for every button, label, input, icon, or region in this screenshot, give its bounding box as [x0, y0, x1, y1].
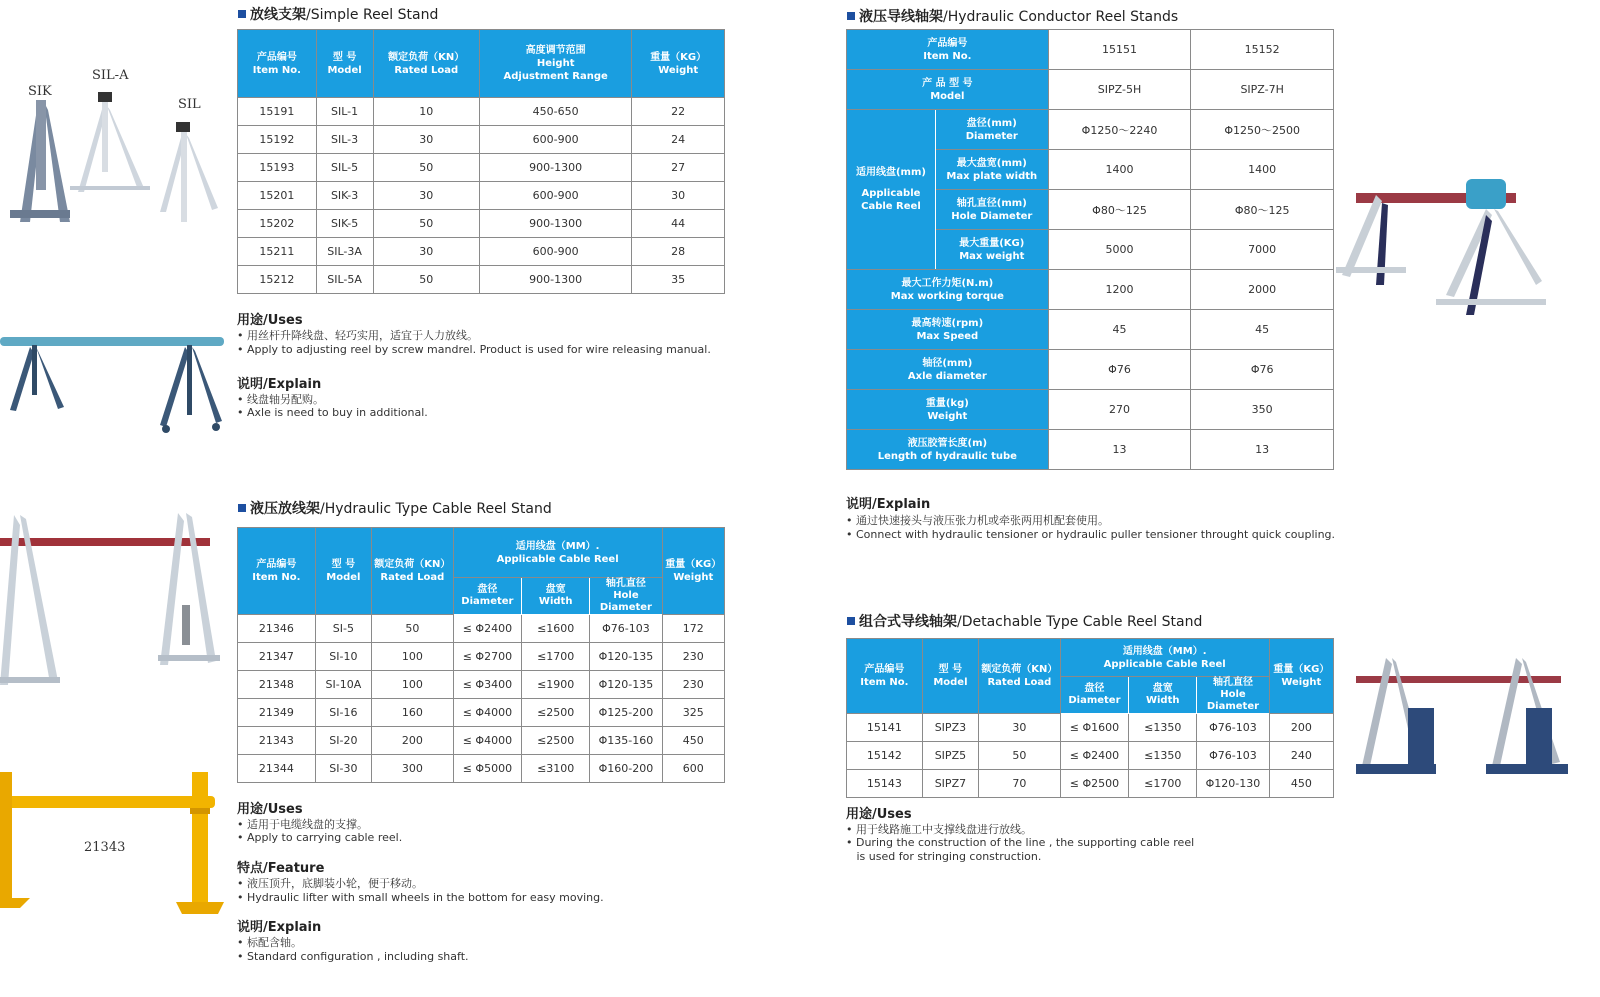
header-width: 盘宽 Width: [1129, 677, 1197, 714]
row-label: 液压胶管长度(m) Length of hydraulic tube: [847, 430, 1049, 470]
table-cell: 13: [1191, 430, 1334, 470]
table-cell: 240: [1269, 742, 1333, 770]
table-cell: 100: [372, 671, 454, 699]
table-cell: 15142: [847, 742, 923, 770]
table-cell: 600-900: [479, 182, 631, 210]
table-cell: 600-900: [479, 126, 631, 154]
table-cell: 325: [662, 699, 724, 727]
detachable-stand-photo: [1356, 648, 1568, 783]
conductor-explain-title: 说明/Explain: [846, 497, 931, 512]
table-cell: 230: [662, 643, 724, 671]
table-cell: 24: [632, 126, 725, 154]
table-row: [238, 210, 725, 238]
header-weight: 重量（KG） Weight: [662, 528, 724, 615]
header-height-range: 高度调节范围 Height Adjustment Range: [479, 30, 631, 98]
table-cell: 1200: [1048, 270, 1191, 310]
hydraulic-feature-cn: • 液压顶升，底脚装小轮，便于移动。: [237, 877, 423, 890]
table-cell: 350: [1191, 390, 1334, 430]
cell-model-1: SIPZ-5H: [1048, 70, 1191, 110]
hydraulic-feature-en: • Hydraulic lifter with small wheels in the bottom for easy moving.: [237, 891, 604, 904]
title-square-icon: [847, 617, 855, 625]
row-label-diameter: 盘径(mm) Diameter: [935, 110, 1048, 150]
table-cell: SI-16: [315, 699, 371, 727]
table-cell: 27: [632, 154, 725, 182]
hydraulic-reel-stand-title: 液压放线架/Hydraulic Type Cable Reel Stand: [238, 498, 552, 518]
table-cell: 450: [662, 727, 724, 755]
simple-uses-title: 用途/Uses: [237, 313, 303, 328]
photo-label-21343: 21343: [84, 840, 126, 855]
table-cell: ≤2500: [522, 727, 590, 755]
table-cell: 900-1300: [479, 210, 631, 238]
table-cell: SI-10: [315, 643, 371, 671]
hydraulic-uses-en: • Apply to carrying cable reel.: [237, 831, 403, 844]
hydraulic-stand-photo: [0, 505, 225, 690]
table-row: [238, 154, 725, 182]
cell-item-2: 15152: [1191, 30, 1334, 70]
row-label-max-plate-width: 最大盘宽(mm) Max plate width: [935, 150, 1048, 190]
table-cell: 22: [632, 98, 725, 126]
table-cell: ≤3100: [522, 755, 590, 783]
table-row: [238, 266, 725, 294]
sil-label: SIL: [178, 97, 201, 112]
table-cell: 50: [372, 615, 454, 643]
table-cell: ≤1700: [522, 643, 590, 671]
table-cell: 900-1300: [479, 154, 631, 182]
detachable-uses-title: 用途/Uses: [846, 807, 912, 822]
cell-hole-2: Φ80～125: [1191, 190, 1334, 230]
table-cell: 15202: [238, 210, 317, 238]
header-model: 型 号 Model: [316, 30, 373, 98]
cell-item-1: 15151: [1048, 30, 1191, 70]
hydraulic-uses-cn: • 适用于电缆线盘的支撑。: [237, 818, 368, 831]
table-row: [847, 350, 1334, 390]
table-cell: SI-30: [315, 755, 371, 783]
header-item-no: 产品编号 Item No.: [238, 528, 316, 615]
table-cell: Φ120-135: [590, 671, 662, 699]
simple-explain-en: • Axle is need to buy in additional.: [237, 406, 428, 419]
hydraulic-explain-en: • Standard configuration , including shaft.: [237, 950, 469, 963]
simple-explain-title: 说明/Explain: [237, 377, 322, 392]
row-label-model: 产 品 型 号 Model: [847, 70, 1049, 110]
cell-model-2: SIPZ-7H: [1191, 70, 1334, 110]
table-cell: 2000: [1191, 270, 1334, 310]
table-cell: 10: [373, 98, 479, 126]
table-row: [238, 126, 725, 154]
table-cell: 21346: [238, 615, 316, 643]
table-cell: 200: [372, 727, 454, 755]
table-cell: 13: [1048, 430, 1191, 470]
table-cell: SIL-5: [316, 154, 373, 182]
table-row: [238, 699, 725, 727]
table-cell: 30: [373, 126, 479, 154]
sik-label: SIK: [28, 84, 52, 99]
header-model: 型 号 Model: [922, 639, 978, 714]
table-cell: 21343: [238, 727, 316, 755]
table-row: [238, 182, 725, 210]
detachable-uses-cn: • 用于线路施工中支撑线盘进行放线。: [846, 823, 1032, 836]
header-model: 型 号 Model: [315, 528, 371, 615]
header-applicable-reel: 适用线盘（MM）. Applicable Cable Reel: [453, 528, 662, 578]
conductor-explain-en: • Connect with hydraulic tensioner or hydraulic puller tensioner throught quick coupling.: [846, 528, 1336, 541]
table-cell: ≤1700: [1129, 770, 1197, 798]
sil-a-label: SIL-A: [92, 68, 129, 83]
table-cell: ≤ Φ2500: [1060, 770, 1129, 798]
table-cell: 15211: [238, 238, 317, 266]
table-cell: ≤ Φ5000: [453, 755, 522, 783]
header-item-no: 产品编号 Item No.: [238, 30, 317, 98]
table-cell: ≤1350: [1129, 714, 1197, 742]
cell-max-weight-2: 7000: [1191, 230, 1334, 270]
table-row: [238, 98, 725, 126]
header-hole-diameter: 轴孔直径 Hole Diameter: [590, 578, 662, 615]
table-cell: Φ120-135: [590, 643, 662, 671]
table-cell: SIK-3: [316, 182, 373, 210]
table-cell: SIL-3: [316, 126, 373, 154]
table-cell: Φ76: [1191, 350, 1334, 390]
table-cell: 21349: [238, 699, 316, 727]
table-cell: 15191: [238, 98, 317, 126]
table-cell: 600-900: [479, 238, 631, 266]
cell-plate-width-2: 1400: [1191, 150, 1334, 190]
hydraulic-conductor-title: 液压导线轴架/Hydraulic Conductor Reel Stands: [847, 6, 1178, 26]
table-cell: Φ76-103: [590, 615, 662, 643]
row-label: 最高转速(rpm) Max Speed: [847, 310, 1049, 350]
header-applicable-reel: 适用线盘（MM）. Applicable Cable Reel: [1060, 639, 1269, 677]
table-cell: 45: [1191, 310, 1334, 350]
table-row: [847, 430, 1334, 470]
detachable-uses-en-1: • During the construction of the line , the supporting cable reel: [846, 836, 1195, 849]
table-cell: 15143: [847, 770, 923, 798]
row-label: 轴径(mm) Axle diameter: [847, 350, 1049, 390]
table-cell: ≤ Φ2400: [1060, 742, 1129, 770]
table-cell: 44: [632, 210, 725, 238]
table-cell: 160: [372, 699, 454, 727]
table-cell: 45: [1048, 310, 1191, 350]
table-cell: ≤1350: [1129, 742, 1197, 770]
table-cell: Φ120-130: [1197, 770, 1269, 798]
table-row: [238, 671, 725, 699]
simple-reel-stand-table: [237, 29, 725, 294]
table-cell: SI-10A: [315, 671, 371, 699]
table-cell: Φ160-200: [590, 755, 662, 783]
header-diameter: 盘径 Diameter: [1060, 677, 1129, 714]
table-row: [847, 770, 1334, 798]
table-cell: SIPZ3: [922, 714, 978, 742]
table-cell: 15192: [238, 126, 317, 154]
header-diameter: 盘径 Diameter: [453, 578, 522, 615]
row-label: 重量(kg) Weight: [847, 390, 1049, 430]
table-cell: 300: [372, 755, 454, 783]
hydraulic-conductor-table: [846, 29, 1334, 470]
table-row: [238, 238, 725, 266]
table-cell: 450: [1269, 770, 1333, 798]
table-cell: SIPZ7: [922, 770, 978, 798]
table-cell: 15201: [238, 182, 317, 210]
header-rated-load: 额定负荷（KN） Rated Load: [373, 30, 479, 98]
group-label-applicable-reel: 适用线盘(mm) Applicable Cable Reel: [847, 110, 936, 270]
table-cell: 270: [1048, 390, 1191, 430]
row-label-hole-diameter: 轴孔直径(mm) Hole Diameter: [935, 190, 1048, 230]
table-cell: 450-650: [479, 98, 631, 126]
table-cell: 200: [1269, 714, 1333, 742]
table-cell: SIL-5A: [316, 266, 373, 294]
hydraulic-uses-title: 用途/Uses: [237, 802, 303, 817]
table-cell: 28: [632, 238, 725, 266]
table-cell: 30: [373, 238, 479, 266]
table-cell: 35: [632, 266, 725, 294]
table-cell: Φ76-103: [1197, 714, 1269, 742]
table-row: [847, 714, 1334, 742]
table-cell: SIL-3A: [316, 238, 373, 266]
header-rated-load: 额定负荷（KN） Rated Load: [372, 528, 454, 615]
header-width: 盘宽 Width: [522, 578, 590, 615]
table-cell: SIPZ5: [922, 742, 978, 770]
simple-stands-photo: [0, 82, 230, 232]
table-cell: ≤ Φ2700: [453, 643, 522, 671]
table-cell: ≤ Φ2400: [453, 615, 522, 643]
cell-plate-width-1: 1400: [1048, 150, 1191, 190]
header-item-no: 产品编号 Item No.: [847, 639, 923, 714]
table-cell: 21348: [238, 671, 316, 699]
title-square-icon: [847, 12, 855, 20]
row-label-item-no: 产品编号 Item No.: [847, 30, 1049, 70]
table-cell: 15212: [238, 266, 317, 294]
table-cell: ≤2500: [522, 699, 590, 727]
table-cell: ≤1900: [522, 671, 590, 699]
table-row: [847, 270, 1334, 310]
table-cell: 600: [662, 755, 724, 783]
table-cell: Φ135-160: [590, 727, 662, 755]
table-cell: Φ125-200: [590, 699, 662, 727]
table-row: [238, 643, 725, 671]
table-cell: 50: [373, 154, 479, 182]
detachable-reel-stand-table: [846, 638, 1334, 798]
table-cell: 15141: [847, 714, 923, 742]
hydraulic-feature-title: 特点/Feature: [237, 861, 325, 876]
cell-diameter-2: Φ1250～2500: [1191, 110, 1334, 150]
table-cell: 50: [373, 266, 479, 294]
table-cell: SIL-1: [316, 98, 373, 126]
table-cell: ≤ Φ3400: [453, 671, 522, 699]
table-cell: Φ76: [1048, 350, 1191, 390]
header-weight: 重量（KG） Weight: [632, 30, 725, 98]
cell-max-weight-1: 5000: [1048, 230, 1191, 270]
row-label-max-weight: 最大重量(KG) Max weight: [935, 230, 1048, 270]
table-cell: 100: [372, 643, 454, 671]
header-weight: 重量（KG） Weight: [1269, 639, 1333, 714]
table-cell: 900-1300: [479, 266, 631, 294]
table-cell: 30: [373, 182, 479, 210]
table-row: [238, 755, 725, 783]
simple-reel-stand-title: 放线支架/Simple Reel Stand: [238, 4, 438, 24]
shaft-stands-photo: [0, 325, 230, 440]
table-row: [238, 727, 725, 755]
table-cell: ≤ Φ4000: [453, 727, 522, 755]
table-row: [847, 310, 1334, 350]
table-row: [238, 615, 725, 643]
table-cell: 30: [632, 182, 725, 210]
table-cell: SI-20: [315, 727, 371, 755]
simple-uses-cn: • 用丝杆升降线盘、轻巧实用，适宜于人力放线。: [237, 329, 478, 342]
table-cell: SIK-5: [316, 210, 373, 238]
table-row: [847, 742, 1334, 770]
detachable-reel-stand-title: 组合式导线轴架/Detachable Type Cable Reel Stand: [847, 611, 1202, 631]
table-row: [847, 390, 1334, 430]
table-cell: 70: [979, 770, 1061, 798]
cell-diameter-1: Φ1250～2240: [1048, 110, 1191, 150]
title-square-icon: [238, 504, 246, 512]
table-cell: ≤1600: [522, 615, 590, 643]
table-cell: 172: [662, 615, 724, 643]
hydraulic-explain-title: 说明/Explain: [237, 920, 322, 935]
table-cell: 30: [979, 714, 1061, 742]
header-rated-load: 额定负荷（KN） Rated Load: [979, 639, 1061, 714]
header-hole-diameter: 轴孔直径 Hole Diameter: [1197, 677, 1269, 714]
cell-hole-1: Φ80～125: [1048, 190, 1191, 230]
table-cell: SI-5: [315, 615, 371, 643]
table-cell: 21344: [238, 755, 316, 783]
table-cell: 50: [979, 742, 1061, 770]
simple-uses-en: • Apply to adjusting reel by screw mandrel. Product is used for wire releasing manual.: [237, 343, 711, 356]
hydraulic-reel-stand-table: [237, 527, 725, 783]
table-cell: ≤ Φ1600: [1060, 714, 1129, 742]
hydraulic-explain-cn: • 标配含轴。: [237, 936, 302, 949]
row-label: 最大工作力矩(N.m) Max working torque: [847, 270, 1049, 310]
title-square-icon: [238, 10, 246, 18]
table-cell: 230: [662, 671, 724, 699]
yellow-stand-photo: [0, 768, 225, 918]
table-cell: ≤ Φ4000: [453, 699, 522, 727]
detachable-uses-en-2: is used for stringing construction.: [846, 850, 1042, 863]
table-cell: 50: [373, 210, 479, 238]
table-cell: 15193: [238, 154, 317, 182]
simple-explain-cn: • 线盘轴另配购。: [237, 393, 324, 406]
table-cell: 21347: [238, 643, 316, 671]
conductor-stand-photo: [1336, 175, 1551, 325]
table-cell: Φ76-103: [1197, 742, 1269, 770]
conductor-explain-cn: • 通过快速接头与液压张力机或牵张两用机配套使用。: [846, 514, 1109, 527]
